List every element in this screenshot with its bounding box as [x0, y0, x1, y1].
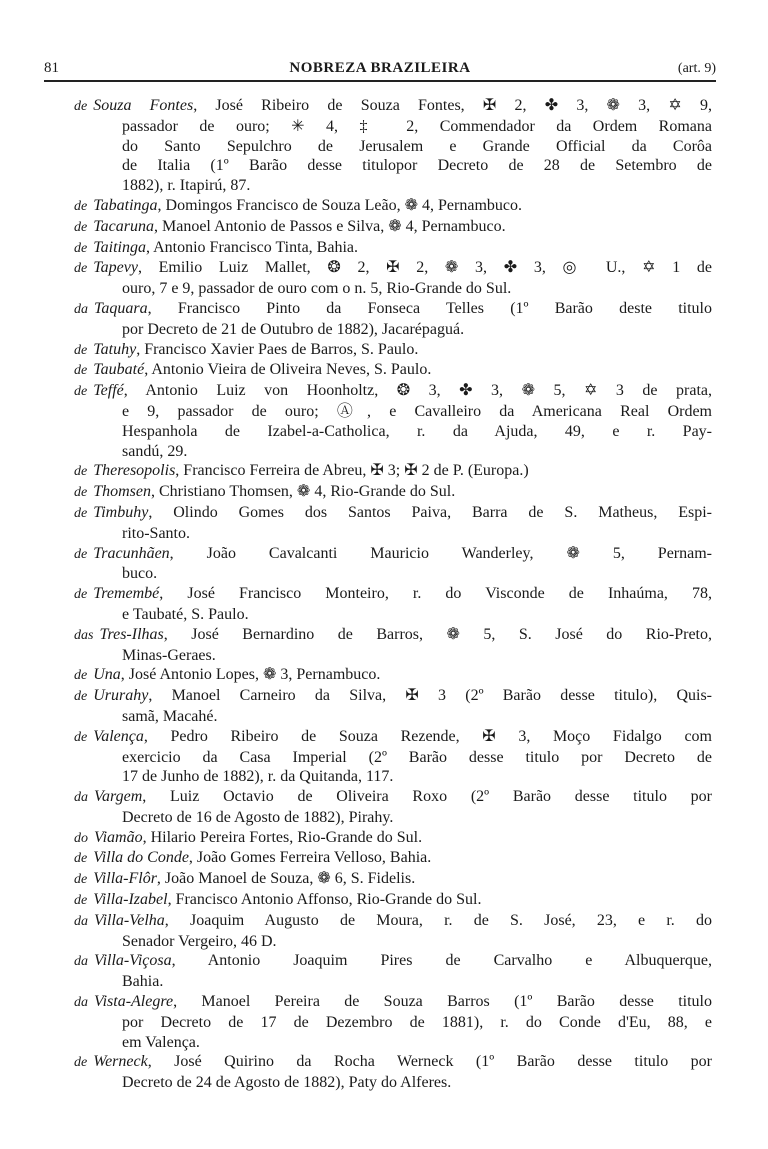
entry-text: , Manoel Carneiro da Silva, ✠ 3 (2º Barão desse titulo), Quis- [148, 687, 712, 705]
entry-preposition: de [74, 851, 88, 867]
entry-title: Teffé [93, 382, 124, 400]
entry-preposition: de [74, 872, 88, 888]
entry [74, 584, 712, 625]
entry-text: passador de ouro; ✳ 4, ‡ 2, Commendador da Ordem Romana [122, 117, 712, 135]
entry [74, 544, 712, 585]
entry-preposition: de [74, 505, 88, 521]
entry [74, 625, 712, 666]
entry-preposition: de [74, 464, 88, 480]
entry-continuation-line [74, 156, 712, 176]
entry-text: , José Bernardino de Barros, ❁ 5, S. José do Rio-Preto, [163, 625, 712, 643]
entry-first-line [74, 299, 712, 320]
entry-text: , José Ribeiro de Souza Fontes, ✠ 2, ✤ 3, ❁ 3, ✡ 9, [193, 97, 712, 114]
entry-continuation-line [74, 402, 712, 422]
entry-first-line [74, 848, 712, 869]
page-header [44, 58, 716, 82]
entry-preposition: de [74, 546, 88, 562]
entry-title: Taubaté [93, 361, 145, 379]
entry-title: Taitinga [93, 238, 146, 256]
entry [74, 992, 712, 1052]
entry-preposition: de [74, 219, 88, 235]
entry-title: Vista-Alegre [94, 993, 174, 1011]
entry-continuation-line [74, 279, 712, 299]
entry [74, 482, 712, 503]
entry [74, 360, 712, 381]
entry-text: , Francisco Antonio Affonso, Rio-Grande do Sul. [167, 891, 482, 909]
entry-text: , João Gomes Ferreira Velloso, Bahia. [188, 849, 432, 867]
entry-continuation-line [74, 646, 712, 666]
entry-preposition: de [74, 363, 88, 379]
entry-text: Hespanhola de Izabel-a-Catholica, r. da Ajuda, 49, e r. Pay- [122, 422, 712, 440]
entry-title: Tacaruna [93, 217, 154, 235]
entry-continuation-line [74, 707, 712, 727]
entry-text: e Taubaté, S. Paulo. [122, 605, 249, 623]
entry-text: , José Antonio Lopes, ❁ 3, Pernambuco. [120, 666, 381, 684]
entry-preposition: da [74, 913, 88, 929]
entry-text: , Francisco Xavier Paes de Barros, S. Paulo. [136, 340, 419, 358]
entry-text: , Manoel Pereira de Souza Barros (1º Barão desse titulo [173, 993, 712, 1011]
entry-text: , Antonio Francisco Tinta, Bahia. [145, 238, 358, 256]
entry [74, 787, 712, 828]
entry [74, 340, 712, 361]
entry [74, 686, 712, 727]
entry-title: Werneck [93, 1053, 148, 1071]
entry-title: Villa do Conde [93, 849, 189, 867]
entry-continuation-line [74, 524, 712, 544]
entry [74, 869, 712, 890]
entry-preposition: das [74, 627, 94, 643]
entry-preposition: da [74, 995, 88, 1011]
entry-text: , Christiano Thomsen, ❁ 4, Rio-Grande do Sul. [151, 483, 456, 501]
running-title: NOBREZA BRAZILEIRA [289, 60, 471, 76]
entry-text: , Olindo Gomes dos Santos Paiva, Barra de S. Matheus, Espi- [148, 503, 712, 521]
entry-first-line [74, 1052, 712, 1073]
entry-preposition: de [74, 587, 88, 603]
entry-continuation-line [74, 137, 712, 157]
entry-title: Taquara [94, 299, 148, 317]
entry-title: Souza Fontes [93, 97, 194, 114]
entry-continuation-line [74, 422, 712, 442]
entry-text: , Hilario Pereira Fortes, Rio-Grande do Sul. [142, 828, 423, 846]
entry-first-line [74, 828, 712, 849]
entry-continuation-line [74, 320, 712, 340]
entry-preposition: de [74, 261, 88, 277]
entry-preposition: de [74, 729, 88, 745]
entry-first-line [74, 727, 712, 748]
entry-title: Vargem [94, 788, 143, 806]
entry-first-line [74, 890, 712, 911]
entry-text: Bahia. [122, 973, 164, 991]
entry-text: 1882), r. Itapirú, 87. [122, 177, 251, 195]
entry-first-line [74, 461, 712, 482]
entry-text: do Santo Sepulchro de Jerusalem e Grande Official da Corôa [122, 137, 712, 155]
entry-first-line [74, 196, 712, 217]
entry-title: Timbuhy [93, 503, 149, 521]
entry [74, 196, 712, 217]
entry-preposition: de [74, 1055, 88, 1071]
entry-text: 17 de Junho de 1882), r. da Quitanda, 117. [122, 768, 394, 786]
entry-text: , Emilio Luiz Mallet, ❂ 2, ✠ 2, ❁ 3, ✤ 3, ◎ U., ✡ 1 de [137, 259, 712, 277]
entry-text: em Valença. [122, 1033, 200, 1051]
entry-title: Una [93, 666, 121, 684]
section-label: (art. 9) [677, 61, 716, 76]
entry-text: , Joaquim Augusto de Moura, r. de S. José, 23, e r. do [164, 911, 712, 929]
entry-first-line [74, 503, 712, 524]
entry-first-line [74, 787, 712, 808]
entry-text: , Pedro Ribeiro de Souza Rezende, ✠ 3, Moço Fidalgo com [143, 727, 712, 745]
entry-text: sandú, 29. [122, 442, 188, 460]
entry [74, 911, 712, 952]
entry-text: , Francisco Ferreira de Abreu, ✠ 3; ✠ 2 de P. (Europa.) [175, 462, 529, 480]
entry-text: ouro, 7 e 9, passador de ouro com o n. 5, Rio-Grande do Sul. [122, 280, 512, 298]
entry-continuation-line [74, 117, 712, 137]
entry-text: , Antonio Luiz von Hoonholtz, ❂ 3, ✤ 3, ❁ 5, ✡ 3 de prata, [123, 382, 712, 400]
entry-continuation-line [74, 972, 712, 992]
entry-text: , Antonio Joaquim Pires de Carvalho e Albuquerque, [171, 952, 712, 970]
entry-preposition: de [74, 384, 88, 400]
entry-first-line [74, 625, 712, 646]
entry-title: Theresopolis [93, 462, 176, 480]
entry-first-line [74, 360, 712, 381]
entry-title: Valença [93, 727, 144, 745]
entry-first-line [74, 911, 712, 932]
entry-first-line [74, 686, 712, 707]
entry-title: Tabatinga [93, 196, 158, 214]
entry-text: rito-Santo. [122, 524, 190, 542]
entry-preposition: da [74, 790, 88, 806]
entry-title: Ururahy [93, 687, 149, 705]
entry-title: Tatuhy [93, 340, 137, 358]
entry-preposition: da [74, 954, 88, 970]
entry-continuation-line [74, 748, 712, 768]
entry [74, 828, 712, 849]
entry-text: , Domingos Francisco de Souza Leão, ❁ 4, Pernambuco. [157, 196, 522, 214]
entries-list [74, 96, 712, 1093]
entry-text: Decreto de 24 de Agosto de 1882), Paty do Alferes. [122, 1074, 452, 1092]
entry-preposition: de [74, 689, 88, 705]
entry-preposition: de [74, 342, 88, 358]
entry [74, 951, 712, 992]
entry-text: , Luiz Octavio de Oliveira Roxo (2º Barão desse titulo por [142, 788, 712, 806]
entry-continuation-line [74, 442, 712, 462]
entry-text: por Decreto de 21 de Outubro de 1882), Jacarépaguá. [122, 320, 465, 338]
entry [74, 665, 712, 686]
entry-first-line [74, 238, 712, 259]
entry-preposition: de [74, 668, 88, 684]
entry [74, 890, 712, 911]
entry-preposition: de [74, 485, 88, 501]
entry-text: , José Francisco Monteiro, r. do Visconde de Inhaúma, 78, [159, 585, 712, 603]
entry [74, 1052, 712, 1093]
entry-title: Villa-Viçosa [94, 952, 172, 970]
entry-title: Tremembé [93, 585, 160, 603]
entry-title: Viamão [94, 828, 143, 846]
entry-text: , João Manoel de Souza, ❁ 6, S. Fidelis. [156, 870, 416, 888]
entry-title: Villa-Velha [94, 911, 165, 929]
entry [74, 258, 712, 299]
entry-preposition: de [74, 893, 88, 909]
entry-text: de Italia (1º Barão desse titulopor Decreto de 28 de Setembro de [122, 157, 712, 175]
entry-text: samã, Macahé. [122, 707, 218, 725]
entry [74, 381, 712, 461]
page-number: 81 [44, 60, 59, 76]
entry-title: Villa-Izabel [93, 891, 168, 909]
entry-first-line [74, 258, 712, 279]
entry-continuation-line [74, 605, 712, 625]
entry-title: Tapevy [93, 259, 138, 277]
entry-first-line [74, 665, 712, 686]
entry [74, 217, 712, 238]
entry-first-line [74, 482, 712, 503]
entry-continuation-line [74, 932, 712, 952]
entry-preposition: de [74, 198, 88, 214]
entry-continuation-line [74, 1073, 712, 1093]
entry-title: Villa-Flôr [93, 870, 157, 888]
entry-first-line [74, 992, 712, 1013]
entry-text: por Decreto de 17 de Dezembro de 1881), r. do Conde d'Eu, 88, e [122, 1013, 712, 1031]
entry-first-line [74, 217, 712, 238]
entry [74, 503, 712, 544]
entry-text: , Antonio Vieira de Oliveira Neves, S. Paulo. [144, 361, 432, 379]
entry-text: , João Cavalcanti Mauricio Wanderley, ❁ 5, Pernam- [169, 544, 712, 562]
entry-text: Decreto de 16 de Agosto de 1882), Pirahy. [122, 808, 394, 826]
entry-first-line [74, 381, 712, 402]
entry-title: Thomsen [93, 483, 151, 501]
entry-text: buco. [122, 565, 158, 583]
entry [74, 727, 712, 787]
entry-continuation-line [74, 767, 712, 787]
entry-preposition: do [74, 830, 88, 846]
entry-preposition: de [74, 99, 88, 114]
entry-preposition: da [74, 301, 88, 317]
entry-first-line [74, 869, 712, 890]
entry [74, 461, 712, 482]
entry [74, 848, 712, 869]
entry-title: Tres-Ilhas [99, 625, 164, 643]
entry-first-line [74, 951, 712, 972]
entry-continuation-line [74, 176, 712, 196]
entry-first-line [74, 340, 712, 361]
entry-continuation-line [74, 808, 712, 828]
entry-text: , José Quirino da Rocha Werneck (1º Barão desse titulo por [147, 1053, 712, 1071]
entry [74, 299, 712, 340]
entry-preposition: de [74, 240, 88, 256]
entry-text: Minas-Geraes. [122, 646, 216, 664]
entry-continuation-line [74, 1033, 712, 1053]
entry-continuation-line [74, 564, 712, 584]
entry-first-line [74, 96, 712, 117]
entry [74, 238, 712, 259]
entry-first-line [74, 544, 712, 565]
entry [74, 96, 712, 196]
entry-text: , Francisco Pinto da Fonseca Telles (1º Barão deste titulo [147, 299, 712, 317]
entry-continuation-line [74, 1013, 712, 1033]
entry-first-line [74, 584, 712, 605]
entry-text: Senador Vergeiro, 46 D. [122, 932, 277, 950]
entry-text: e 9, passador de ouro; Ⓐ, e Cavalleiro da Americana Real Ordem [122, 402, 712, 420]
entry-text: exercicio da Casa Imperial (2º Barão desse titulo por Decreto de [122, 748, 712, 766]
entry-text: , Manoel Antonio de Passos e Silva, ❁ 4, Pernambuco. [153, 217, 506, 235]
entry-title: Tracunhãen [93, 544, 170, 562]
